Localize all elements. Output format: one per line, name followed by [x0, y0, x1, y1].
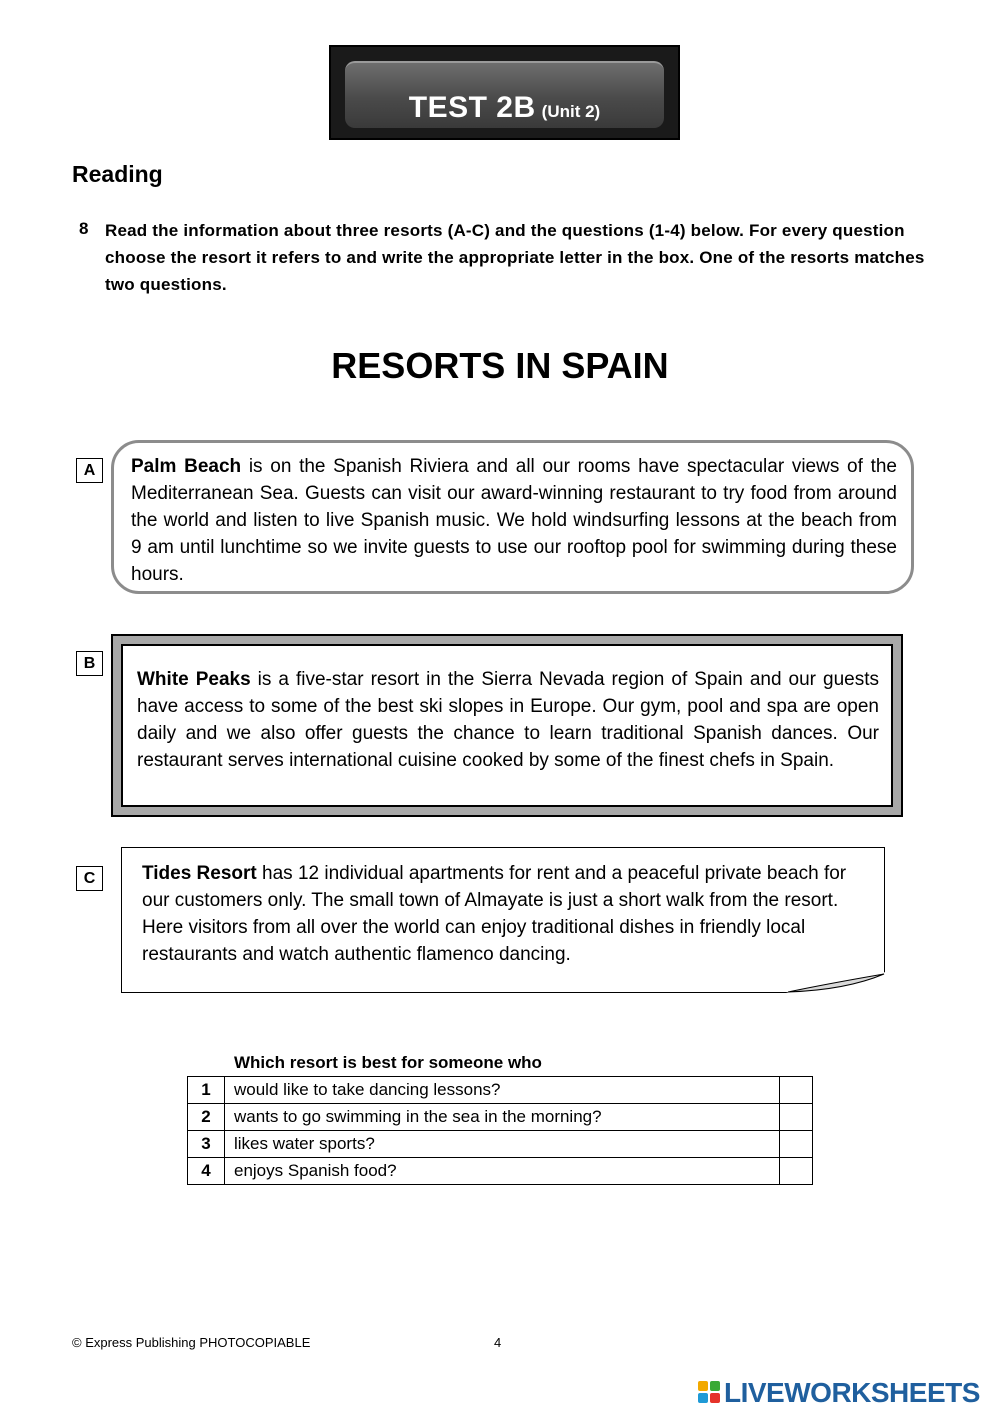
table-row — [188, 1158, 813, 1185]
answer-box[interactable] — [780, 1077, 813, 1104]
question-text: enjoys Spanish food? — [225, 1158, 780, 1185]
resort-b-letter: B — [76, 651, 103, 676]
test-title-main: TEST 2B — [408, 91, 536, 124]
question-text: would like to take dancing lessons? — [225, 1077, 780, 1104]
table-row — [188, 1104, 813, 1131]
question-number: 3 — [188, 1131, 225, 1158]
resort-c-text — [142, 860, 867, 968]
liveworksheets-logo-text: LIVEWORKSHEETS — [724, 1377, 980, 1408]
questions-table — [187, 1076, 813, 1185]
resort-a-letter: A — [76, 458, 103, 483]
exercise-instructions: Read the information about three resorts (A-C) and the questions (1-4) below. For every question choose the resort it refers to and write the appropriate letter in the box. One of the resorts matches two questions. — [105, 221, 925, 294]
resort-b-name: White Peaks — [137, 669, 251, 690]
exercise-number: 8 — [79, 219, 89, 238]
question-text: likes water sports? — [225, 1131, 780, 1158]
copyright-notice: © Express Publishing PHOTOCOPIABLE — [72, 1335, 311, 1350]
resort-c-description: has 12 individual apartments for rent and a peaceful private beach for our customers only. The small town of Almayate is just a short walk from the resort. Here visitors from all over the world can enjoy traditional dishes in friendly local restaurants and watch authentic flamenco dancing. — [142, 863, 847, 965]
section-title: Reading — [72, 161, 163, 187]
resort-b-text — [137, 666, 879, 774]
resort-b-inner-panel — [121, 644, 893, 807]
resort-a-name: Palm Beach — [131, 456, 242, 477]
test-title — [331, 91, 678, 125]
question-number: 4 — [188, 1158, 225, 1185]
resort-c-name: Tides Resort — [142, 863, 257, 884]
table-row — [188, 1131, 813, 1158]
resort-b-description: is a five-star resort in the Sierra Nevada region of Spain and our guests have access to some of the best ski slopes in Europe. Our gym, pool and spa are open daily and we also offer guests the chance to learn traditional Spanish dances. Our restaurant serves international cuisine cooked by some of the finest chefs in Spain. — [137, 669, 879, 771]
page-number: 4 — [494, 1335, 502, 1350]
test-title-unit: (Unit 2) — [541, 102, 601, 121]
test-title-banner — [329, 45, 680, 140]
resort-a-description: is on the Spanish Riviera and all our rooms have spectacular views of the Mediterranean Sea. Guests can visit our award-winning restaurant to try food from around the world and listen to live Spanish music. We hold windsurfing lessons at the beach from 9 am until lunchtime so we invite guests to use our rooftop pool for swimming during these hours. — [131, 456, 897, 585]
page-curl-icon — [786, 972, 886, 996]
questions-caption: Which resort is best for someone who — [234, 1053, 542, 1072]
answer-box[interactable] — [780, 1104, 813, 1131]
resort-c-box — [121, 847, 885, 993]
answer-box[interactable] — [780, 1158, 813, 1185]
resort-c-letter: C — [76, 866, 103, 891]
answer-box[interactable] — [780, 1131, 813, 1158]
question-text: wants to go swimming in the sea in the morning? — [225, 1104, 780, 1131]
resort-a-text — [131, 453, 897, 588]
page-title: RESORTS IN SPAIN — [331, 345, 669, 386]
resort-a-box — [111, 440, 914, 594]
question-number: 2 — [188, 1104, 225, 1131]
table-row — [188, 1077, 813, 1104]
liveworksheets-logo-icon — [698, 1381, 720, 1403]
question-number: 1 — [188, 1077, 225, 1104]
resort-b-box — [111, 634, 903, 817]
